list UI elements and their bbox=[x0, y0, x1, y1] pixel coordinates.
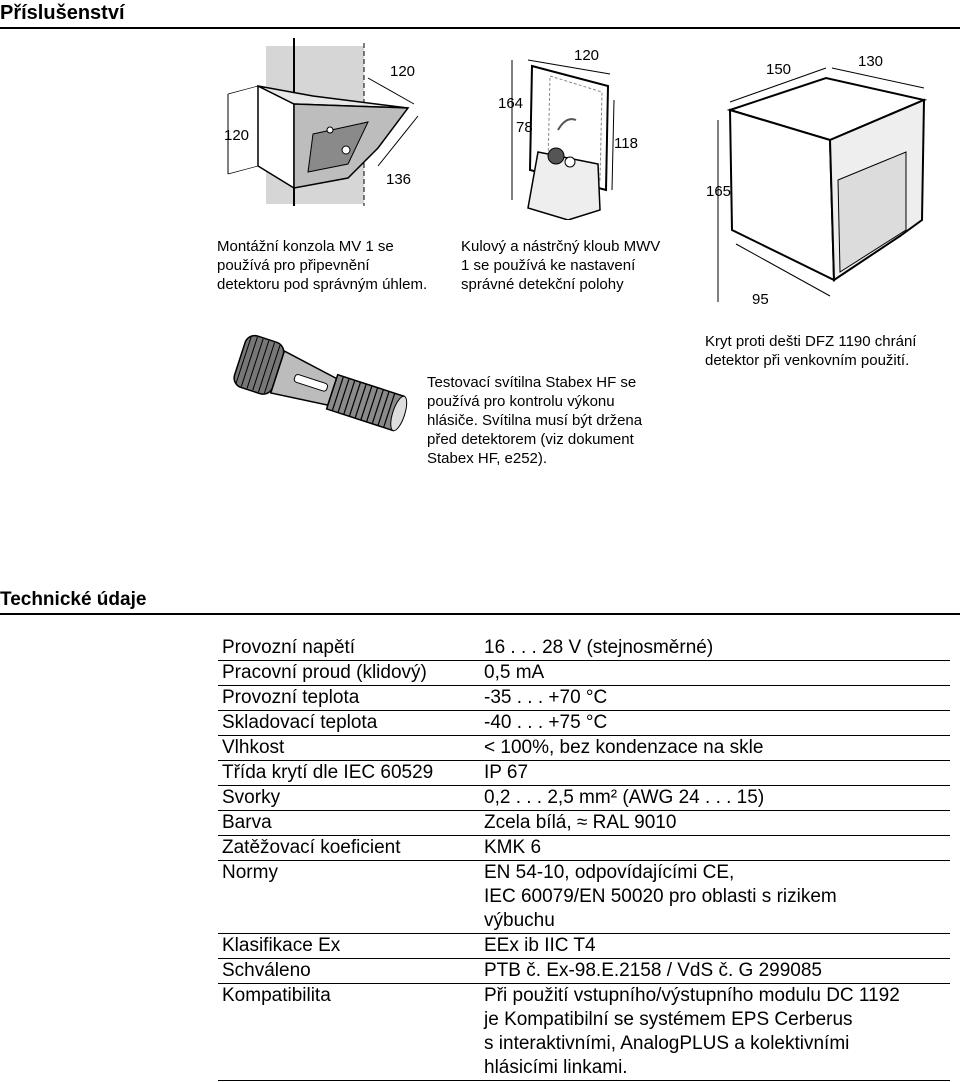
test-lamp-caption: Testovací svítilna Stabex HF se používá pro kontrolu výkonu hlásiče. Svítilna musí být držena před detektorem (viz dokument Stabex HF, e252). bbox=[427, 374, 643, 467]
joint-dim-side: 118 bbox=[614, 135, 638, 152]
bracket-dim-depth: 136 bbox=[386, 171, 412, 188]
spec-label: Skladovací teplota bbox=[222, 712, 378, 733]
bracket-caption: Montážní konzola MV 1 se používá pro připevnění detektoru pod správným úhlem. bbox=[217, 238, 428, 293]
spec-label: Schváleno bbox=[222, 960, 311, 981]
spec-label: Barva bbox=[222, 812, 272, 833]
joint-dim-width: 120 bbox=[574, 47, 600, 64]
accessories-title-rule bbox=[0, 27, 960, 29]
spec-label: Vlhkost bbox=[222, 737, 285, 758]
spec-row bbox=[218, 786, 950, 811]
spec-row bbox=[218, 959, 950, 984]
spec-row bbox=[218, 861, 950, 934]
spec-value-line: IEC 60079/EN 50020 pro oblasti s rizikem bbox=[484, 886, 837, 907]
spec-value-line: -40 . . . +75 °C bbox=[484, 712, 608, 733]
spec-table bbox=[218, 636, 950, 1081]
cover-dim-depth: 130 bbox=[858, 53, 884, 70]
joint-dim-inner: 78 bbox=[516, 119, 533, 136]
accessories-title: Příslušenství bbox=[0, 2, 125, 24]
spec-label: Kompatibilita bbox=[222, 985, 331, 1006]
spec-value-line: hlásicími linkami. bbox=[484, 1057, 628, 1078]
spec-row bbox=[218, 761, 950, 786]
ball-joint-drawing bbox=[498, 40, 638, 220]
spec-value bbox=[484, 636, 950, 660]
spec-value bbox=[484, 811, 950, 835]
bracket-dim-height: 120 bbox=[224, 127, 250, 144]
spec-row bbox=[218, 686, 950, 711]
spec-row bbox=[218, 984, 950, 1081]
spec-row bbox=[218, 711, 950, 736]
spec-label: Provozní teplota bbox=[222, 687, 360, 708]
spec-value bbox=[484, 761, 950, 785]
joint-dim-height: 164 bbox=[498, 95, 524, 112]
spec-value bbox=[484, 786, 950, 810]
spec-value bbox=[484, 711, 950, 735]
spec-row bbox=[218, 934, 950, 959]
bracket-drawing bbox=[218, 38, 448, 208]
test-lamp-drawing bbox=[218, 328, 418, 478]
spec-value-line: Zcela bílá, ≈ RAL 9010 bbox=[484, 812, 677, 833]
technical-title-rule bbox=[0, 613, 960, 615]
spec-value bbox=[484, 861, 950, 933]
spec-value-line: EEx ib IIC T4 bbox=[484, 935, 596, 956]
spec-label: Normy bbox=[222, 862, 278, 883]
spec-value bbox=[484, 984, 950, 1080]
spec-row bbox=[218, 811, 950, 836]
spec-label: Pracovní proud (klidový) bbox=[222, 662, 427, 683]
spec-value bbox=[484, 736, 950, 760]
cover-dim-height: 165 bbox=[706, 183, 732, 200]
spec-label: Provozní napětí bbox=[222, 637, 356, 658]
joint-caption: Kulový a nástrčný kloub MWV 1 se používá ke nastavení správné detekční polohy bbox=[461, 238, 661, 293]
cover-dim-bottom: 95 bbox=[752, 291, 769, 308]
spec-row bbox=[218, 736, 950, 761]
spec-label: Třída krytí dle IEC 60529 bbox=[222, 762, 434, 783]
spec-value-line: IP 67 bbox=[484, 762, 529, 783]
spec-value-line: KMK 6 bbox=[484, 837, 542, 858]
spec-label: Klasifikace Ex bbox=[222, 935, 341, 956]
rain-cover-caption: Kryt proti dešti DFZ 1190 chrání detektor při venkovním použití. bbox=[705, 333, 917, 369]
spec-row bbox=[218, 636, 950, 661]
spec-row bbox=[218, 836, 950, 861]
bracket-dim-width: 120 bbox=[390, 63, 416, 80]
spec-label: Zatěžovací koeficient bbox=[222, 837, 401, 858]
spec-label: Svorky bbox=[222, 787, 281, 808]
spec-row bbox=[218, 661, 950, 686]
spec-value-line: PTB č. Ex-98.E.2158 / VdS č. G 299085 bbox=[484, 960, 822, 981]
spec-value bbox=[484, 959, 950, 983]
spec-value-line: < 100%, bez kondenzace na skle bbox=[484, 737, 764, 758]
technical-title: Technické údaje bbox=[0, 589, 147, 610]
spec-value-line: -35 . . . +70 °C bbox=[484, 687, 608, 708]
spec-value bbox=[484, 934, 950, 958]
spec-value-line: 16 . . . 28 V (stejnosměrné) bbox=[484, 637, 714, 658]
spec-value-line: s interaktivními, AnalogPLUS a kolektivními bbox=[484, 1033, 850, 1054]
rain-cover-drawing bbox=[700, 40, 940, 320]
spec-value-line: výbuchu bbox=[484, 910, 555, 931]
spec-value-line: 0,2 . . . 2,5 mm² (AWG 24 . . . 15) bbox=[484, 787, 765, 808]
spec-value-line: EN 54-10, odpovídajícími CE, bbox=[484, 862, 735, 883]
spec-value bbox=[484, 661, 950, 685]
spec-value-line: je Kompatibilní se systémem EPS Cerberus bbox=[484, 1009, 853, 1030]
spec-value bbox=[484, 836, 950, 860]
spec-value bbox=[484, 686, 950, 710]
spec-value-line: Při použití vstupního/výstupního modulu DC 1192 bbox=[484, 985, 900, 1006]
spec-value-line: 0,5 mA bbox=[484, 662, 545, 683]
cover-dim-width: 150 bbox=[766, 61, 792, 78]
